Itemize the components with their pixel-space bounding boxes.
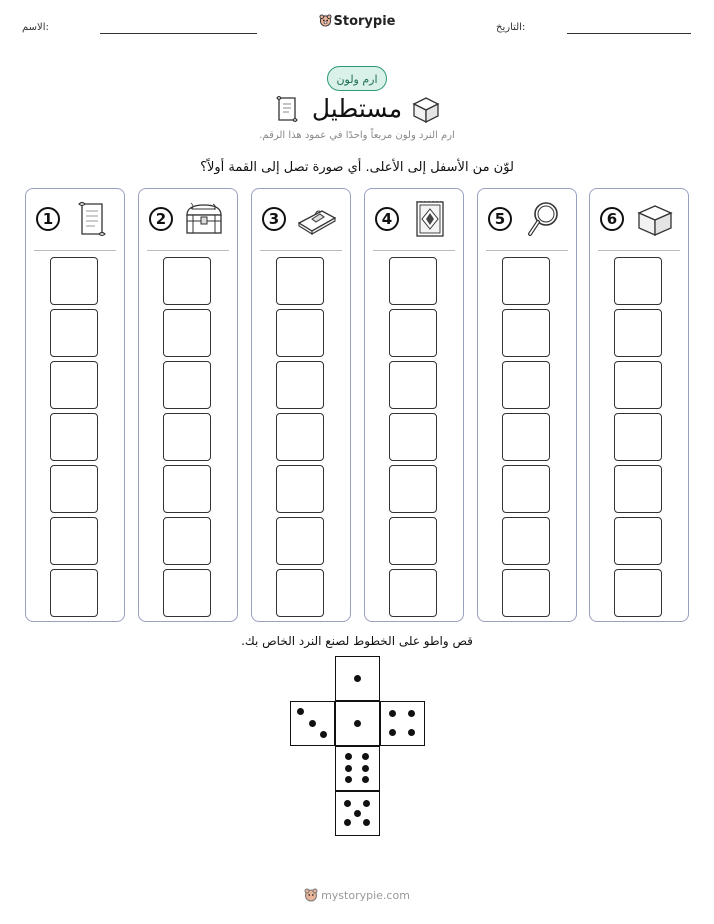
storypie-mascot-icon bbox=[319, 14, 332, 27]
column-number: 3 bbox=[262, 207, 286, 231]
color-cell[interactable] bbox=[614, 413, 662, 461]
column-header bbox=[26, 197, 124, 247]
color-cell[interactable] bbox=[163, 257, 211, 305]
tray-icon bbox=[296, 201, 338, 237]
column-divider bbox=[486, 250, 568, 251]
subtitle: ارم النرد ولون مربعاً واحدًا في عمود هذا الرقم. bbox=[259, 130, 455, 141]
column-3 bbox=[251, 188, 351, 622]
color-cell[interactable] bbox=[276, 569, 324, 617]
scroll-icon bbox=[274, 94, 300, 124]
color-cell[interactable] bbox=[614, 309, 662, 357]
color-cell[interactable] bbox=[502, 413, 550, 461]
brand-name: Storypie bbox=[333, 14, 396, 29]
color-cell[interactable] bbox=[389, 517, 437, 565]
footer bbox=[0, 888, 714, 902]
color-cell[interactable] bbox=[389, 569, 437, 617]
date-field-line[interactable] bbox=[567, 33, 691, 34]
column-header bbox=[139, 197, 237, 247]
color-cell[interactable] bbox=[614, 569, 662, 617]
dice-pip bbox=[363, 819, 370, 826]
color-cell[interactable] bbox=[163, 309, 211, 357]
column-4 bbox=[364, 188, 464, 622]
name-field-line[interactable] bbox=[100, 33, 257, 34]
column-header bbox=[478, 197, 576, 247]
dice-pip bbox=[354, 675, 361, 682]
color-cell[interactable] bbox=[389, 309, 437, 357]
dice-face-4 bbox=[380, 701, 425, 746]
dice-pip bbox=[354, 720, 361, 727]
color-cell[interactable] bbox=[163, 361, 211, 409]
color-cell[interactable] bbox=[614, 465, 662, 513]
color-cell[interactable] bbox=[163, 569, 211, 617]
color-cells bbox=[389, 257, 439, 621]
column-6 bbox=[589, 188, 689, 622]
column-divider bbox=[260, 250, 342, 251]
column-number: 5 bbox=[488, 207, 512, 231]
color-cell[interactable] bbox=[614, 361, 662, 409]
dice-pip bbox=[345, 776, 352, 783]
color-cell[interactable] bbox=[502, 257, 550, 305]
dice-face-1 bbox=[335, 701, 380, 746]
column-divider bbox=[147, 250, 229, 251]
color-cells bbox=[50, 257, 100, 621]
column-2 bbox=[138, 188, 238, 622]
cube-icon bbox=[634, 201, 676, 237]
color-cells bbox=[614, 257, 664, 621]
dice-pip bbox=[320, 731, 327, 738]
color-cell[interactable] bbox=[50, 309, 98, 357]
dice-pip bbox=[362, 765, 369, 772]
color-cells bbox=[502, 257, 552, 621]
column-header bbox=[365, 197, 463, 247]
column-5 bbox=[477, 188, 577, 622]
column-number: 1 bbox=[36, 207, 60, 231]
dice-face-1 bbox=[335, 656, 380, 701]
instruction: لوّن من الأسفل إلى الأعلى. أي صورة تصل إلى القمة أولاً؟ bbox=[200, 160, 514, 175]
color-cells bbox=[163, 257, 213, 621]
color-cell[interactable] bbox=[50, 361, 98, 409]
dice-pip bbox=[363, 800, 370, 807]
color-cell[interactable] bbox=[163, 413, 211, 461]
column-divider bbox=[598, 250, 680, 251]
color-cell[interactable] bbox=[502, 309, 550, 357]
column-divider bbox=[373, 250, 455, 251]
dice-pip bbox=[389, 710, 396, 717]
color-cell[interactable] bbox=[50, 465, 98, 513]
color-cell[interactable] bbox=[502, 465, 550, 513]
dice-pip bbox=[408, 729, 415, 736]
treasure-chest-icon bbox=[183, 201, 225, 237]
scroll-icon bbox=[70, 201, 112, 237]
color-cell[interactable] bbox=[502, 517, 550, 565]
column-header bbox=[590, 197, 688, 247]
color-cell[interactable] bbox=[614, 517, 662, 565]
cube-icon bbox=[410, 94, 442, 124]
color-cell[interactable] bbox=[389, 361, 437, 409]
color-cell[interactable] bbox=[276, 465, 324, 513]
color-cell[interactable] bbox=[50, 257, 98, 305]
color-cell[interactable] bbox=[163, 517, 211, 565]
color-cell[interactable] bbox=[276, 413, 324, 461]
column-number: 2 bbox=[149, 207, 173, 231]
color-cell[interactable] bbox=[276, 309, 324, 357]
dice-face-5 bbox=[335, 791, 380, 836]
color-cell[interactable] bbox=[50, 517, 98, 565]
dice-pip bbox=[354, 810, 361, 817]
footer-url[interactable]: mystorypie.com bbox=[321, 889, 410, 902]
dice-face-6 bbox=[335, 746, 380, 791]
rug-icon bbox=[409, 201, 451, 237]
dice-pip bbox=[362, 753, 369, 760]
color-cell[interactable] bbox=[389, 257, 437, 305]
column-number: 4 bbox=[375, 207, 399, 231]
dice-pip bbox=[309, 720, 316, 727]
cut-instruction: قص واطو على الخطوط لصنع النرد الخاص بك. bbox=[241, 634, 473, 648]
dice-net bbox=[290, 656, 425, 836]
color-cell[interactable] bbox=[502, 569, 550, 617]
color-cell[interactable] bbox=[50, 569, 98, 617]
column-divider bbox=[34, 250, 116, 251]
magnifying-glass-icon bbox=[522, 201, 564, 237]
dice-face-3 bbox=[290, 701, 335, 746]
column-1 bbox=[25, 188, 125, 622]
dice-pip bbox=[389, 729, 396, 736]
dice-pip bbox=[408, 710, 415, 717]
color-cell[interactable] bbox=[389, 413, 437, 461]
dice-pip bbox=[345, 765, 352, 772]
color-cell[interactable] bbox=[50, 413, 98, 461]
dice-pip bbox=[297, 708, 304, 715]
color-cell[interactable] bbox=[502, 361, 550, 409]
storypie-mascot-icon bbox=[304, 888, 318, 902]
name-label: الاسم: bbox=[22, 22, 49, 33]
column-number: 6 bbox=[600, 207, 624, 231]
color-cell[interactable] bbox=[276, 517, 324, 565]
dice-pip bbox=[362, 776, 369, 783]
roll-and-color-badge: ارم ولون bbox=[327, 66, 387, 91]
color-cells bbox=[276, 257, 326, 621]
color-cell[interactable] bbox=[614, 257, 662, 305]
page-title: مستطيل bbox=[311, 94, 403, 123]
color-cell[interactable] bbox=[389, 465, 437, 513]
column-header bbox=[252, 197, 350, 247]
color-cell[interactable] bbox=[163, 465, 211, 513]
dice-pip bbox=[344, 819, 351, 826]
color-cell[interactable] bbox=[276, 361, 324, 409]
brand-logo bbox=[0, 14, 714, 29]
dice-pip bbox=[344, 800, 351, 807]
date-label: التاريخ: bbox=[496, 22, 526, 33]
color-cell[interactable] bbox=[276, 257, 324, 305]
dice-pip bbox=[345, 753, 352, 760]
